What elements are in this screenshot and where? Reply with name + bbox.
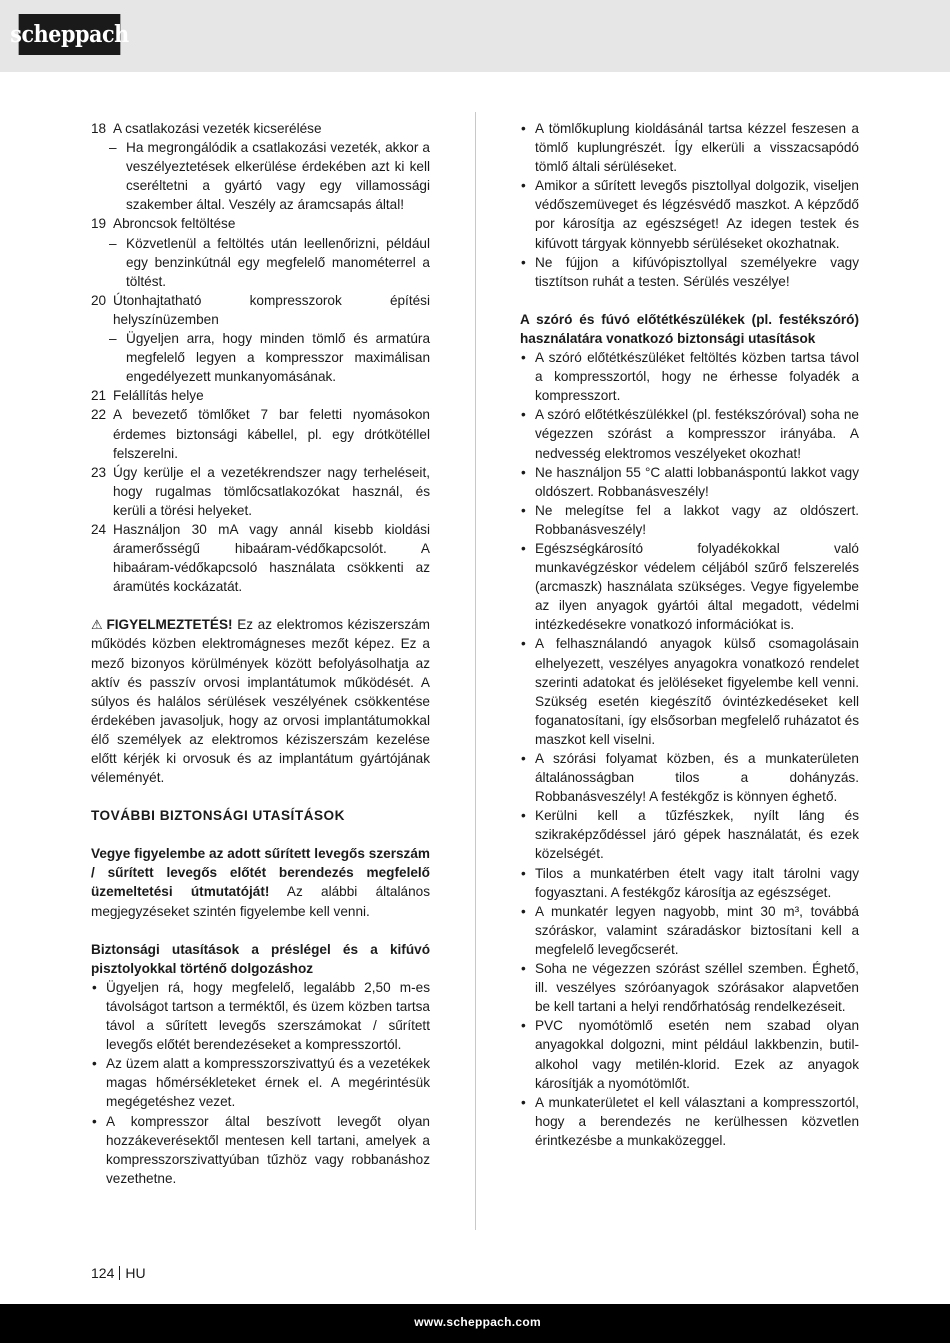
bullet-dot: •: [92, 979, 97, 995]
bullet-text: A munkatér legyen nagyobb, mint 30 m³, továbbá szóráskor, valamint száradáskor biztosítani kell a megfelelő levegőcserét.: [535, 903, 859, 957]
bullet-text: Az üzem alatt a kompresszorszivattyú és a vezetékek magas hőmérsékleteket érnek el. A megérintésük megégetéshez vezet.: [106, 1056, 430, 1110]
bullet-dot: •: [521, 350, 526, 366]
bullet-dot: •: [521, 254, 526, 270]
item-text: Felállítás helye: [113, 388, 204, 404]
numbered-item: [91, 119, 430, 138]
numbered-list: [91, 119, 430, 596]
numbered-item: [91, 214, 430, 233]
bullet-list-top: [520, 119, 859, 291]
footer-url: www.scheppach.com: [414, 1315, 541, 1329]
brand-logo: scheppach: [19, 14, 121, 55]
bullet-text: A szóró előtétkészüléket feltöltés közben tartsa távol a kompresszortól, hogy ne érhesse folyadék a kompresszort.: [535, 350, 859, 404]
bullet-item: [520, 1016, 859, 1092]
bullet-item: [520, 1093, 859, 1150]
bullet-item: [520, 348, 859, 405]
intro-rest: Az alábbi általános megjegyzéseket szintén figyelembe kell venni.: [91, 884, 430, 919]
bullet-text: A munkaterületet el kell választani a kompresszortól, hogy a berendezés ne kerülhessen közvetlen érintkezésbe a munkaközeggel.: [535, 1094, 859, 1148]
bullet-list: [91, 978, 430, 1188]
bullet-dot: •: [521, 178, 526, 194]
bullet-dot: •: [521, 808, 526, 824]
right-column: [520, 119, 859, 1150]
dash-item: [91, 234, 430, 291]
bullet-text: Egészségkárosító folyadékokkal való munkavégzéskor védelem céljából szűrő felszerelés (arcmaszk) használata szükséges. Vegye figyelembe az ilyen anyagok gyártói által megadott, védelmi intézkedésekre vonatkozó információkat is.: [535, 540, 859, 633]
numbered-item: [91, 386, 430, 405]
bullet-list-spray: [520, 348, 859, 1150]
dash-text: Ügyeljen arra, hogy minden tömlő és armatúra megfelelő legyen a kompresszor maximálisan engedélyezett munkanyomásának.: [126, 331, 430, 385]
bullet-dot: •: [521, 121, 526, 136]
bullet-dot: •: [521, 502, 526, 518]
item-text: Abroncsok feltöltése: [113, 216, 236, 232]
dash-item: [91, 138, 430, 214]
bullet-item: [91, 978, 430, 1054]
bullet-dot: •: [521, 1094, 526, 1110]
warning-text: Ez az elektromos kéziszerszám működés közben elektromágneses mezőt képez. Ez a mező bizonyos körülmények között befolyásolhatja az aktív és passzív orvosi implantátumok működését. A súlyos és halálos sérülések veszélyének csökkentése érdekében javasoljuk, hogy az orvosi implantátumokkal élő személyek az elektromos kéziszerszám kezelése előtt kérjék ki orvosuk és az implantátum gyártójának véleményét.: [91, 617, 430, 786]
bullet-item: [520, 253, 859, 291]
bullet-text: PVC nyomótömlő esetén nem szabad olyan anyagokkal dolgozni, mint például lakkbenzin, butil-alkohol vagy metilén-klorid. Ezek az anyagok károsítják a nyomótömlőt.: [535, 1018, 859, 1091]
warning-paragraph: [91, 615, 430, 787]
item-text: Úgy kerülje el a vezetékrendszer nagy terheléseit, hogy rugalmas tömlőcsatlakozókat használ, és kerüli a törési helyeket.: [113, 464, 430, 518]
bullet-dot: •: [92, 1056, 97, 1072]
bullet-item: [520, 405, 859, 462]
dash-text: Közvetlenül a feltöltés után leellenőrizni, például egy benzinkútnál egy megfelelő manométerrel a töltést.: [126, 235, 430, 289]
bullet-text: Amikor a sűrített levegős pisztollyal dolgozik, viseljen védőszemüveget és légzésvédő maszkot. A képződő por károsítja az egészséget! Az idegen testek és kifúvott tárgyak könnyebb sérüléseket okozhatnak.: [535, 178, 859, 251]
bullet-item: [520, 539, 859, 634]
bullet-item: [520, 959, 859, 1016]
bullet-text: A felhasználandó anyagok külső csomagolásain elhelyezett, veszélyes anyagokra vonatkozó rendelet szerinti adatokat és jelöléseket figyelembe kell venni. Szükség esetén kiegészítő óvintézkedéseket kell foganatosítani, így elsősorban megfelelő ruházatot és maszkot kell viselni.: [535, 636, 859, 747]
dash-marker: –: [109, 331, 117, 347]
item-number: 21: [91, 388, 107, 404]
subheading-spray: A szóró és fúvó előtétkészülékek (pl. festékszóró) használatára vonatkozó biztonsági utasítások: [520, 311, 859, 346]
dash-text: Ha megrongálódik a csatlakozási vezeték, akkor a veszélyeztetések elkerülése érdekében azt ki kell cseréltetni a gyártó vagy egy villamossági szakember által. Veszély az áramcsapás által!: [126, 140, 430, 213]
bullet-text: A tömlőkuplung kioldásánál tartsa kézzel feszesen a tömlő kuplungrészét. Így elkerüli a visszacsapódó tömlő általi sérüléseket.: [535, 121, 859, 175]
bullet-text: Ne fújjon a kifúvópisztollyal személyekre vagy tisztítson ruhát a testen. Sérülés veszélye!: [535, 254, 859, 289]
dash-item: [91, 329, 430, 386]
bullet-text: A szóró előtétkészülékkel (pl. festékszóróval) soha ne végezzen szórást a kompresszor irányába. A nedvesség elektromos veszélyeket okozhat!: [535, 407, 859, 461]
bullet-item: [91, 1054, 430, 1111]
bullet-text: Soha ne végezzen szórást széllel szemben. Éghető, ill. veszélyes szóróanyagok szórásakor alapvetően be kell tartani a helyi rendőrhatóság rendelkezéseit.: [535, 961, 859, 1015]
item-number: 18: [91, 121, 107, 136]
bullet-dot: •: [521, 1018, 526, 1034]
dash-marker: –: [109, 235, 117, 251]
bullet-item: [520, 864, 859, 902]
bullet-item: [520, 119, 859, 176]
bullet-dot: •: [521, 903, 526, 919]
bullet-item: [520, 806, 859, 863]
intro-paragraph: [91, 844, 430, 920]
bullet-item: [520, 176, 859, 252]
header-band: [0, 0, 950, 72]
bullet-item: [520, 501, 859, 539]
bullet-text: A kompresszor által beszívott levegőt olyan hozzákeverésektől mentesen kell tartani, amelyek a kompresszorszivattyúban tűzhöz vagy robbanáshoz vezethetne.: [106, 1113, 430, 1186]
item-text: A bevezető tömlőket 7 bar feletti nyomásokon érdemes biztonsági kábellel, pl. egy drótkötéllel felszerelni.: [113, 407, 430, 461]
item-number: 19: [91, 216, 107, 232]
numbered-item: [91, 520, 430, 596]
intro-bold: Vegye figyelembe az adott sűrített levegős szerszám / sűrített levegős előtét berendezés megfelelő üzemeltetési útmutatóját!: [91, 846, 430, 900]
item-text: A csatlakozási vezeték kicserélése: [113, 121, 322, 136]
bullet-text: Ne melegítse fel a lakkot vagy az oldószert. Robbanásveszély!: [535, 502, 859, 537]
numbered-item: [91, 463, 430, 520]
bullet-item: [520, 634, 859, 749]
language-code: HU: [125, 1265, 146, 1281]
bullet-dot: •: [521, 751, 526, 766]
bullet-text: Ne használjon 55 °C alatti lobbanáspontú lakkot vagy oldószert. Robbanásveszély!: [535, 464, 859, 499]
numbered-item: [91, 405, 430, 462]
section-title: TOVÁBBI BIZTONSÁGI UTASÍTÁSOK: [91, 808, 345, 824]
item-number: 24: [91, 521, 107, 537]
item-number: 23: [91, 464, 107, 480]
bullet-item: [520, 749, 859, 806]
bullet-item: [520, 463, 859, 501]
dash-marker: –: [109, 140, 117, 156]
page-number-block: [91, 1265, 146, 1281]
bullet-dot: •: [521, 961, 526, 977]
bullet-item: [91, 1112, 430, 1188]
bullet-text: Tilos a munkatérben ételt vagy italt tárolni vagy fogyasztani. A festékgőz károsítja az egészséget.: [535, 865, 859, 900]
bullet-text: Ügyeljen rá, hogy megfelelő, legalább 2,50 m-es távolságot tartson a terméktől, és üzem közben tartsa távol a sűrített levegős szerszámokat / sűrített levegős előtét berendezéseket a kompresszortól.: [106, 979, 430, 1053]
subheading-compressed-air: Biztonsági utasítások a préslégel és a kifúvó pisztolyokkal történő dolgozáshoz: [91, 941, 430, 976]
item-number: 22: [91, 407, 107, 423]
column-divider: [475, 112, 476, 1230]
bullet-text: Kerülni kell a tűzfészkek, nyílt láng és szikraképződéssel járó gépek használatát, és ezek közelségét.: [535, 808, 859, 862]
numbered-item: [91, 291, 430, 329]
warning-triangle-icon: ⚠: [91, 617, 104, 633]
bullet-dot: •: [521, 407, 526, 423]
bullet-dot: •: [92, 1113, 97, 1129]
item-text: Útonhajtatható kompresszorok építési helyszínüzemben: [113, 292, 430, 327]
bullet-dot: •: [521, 540, 526, 556]
left-column: [91, 119, 430, 1188]
item-number: 20: [91, 292, 107, 308]
bullet-dot: •: [521, 464, 526, 480]
warning-label: FIGYELMEZTETÉS!: [106, 617, 233, 633]
bullet-text: A szórási folyamat közben, és a munkaterületen általánosságban tilos a dohányzás. Robbanásveszély! A festékgőz is könnyen éghető.: [535, 751, 859, 805]
bullet-dot: •: [521, 636, 526, 652]
page-number: 124: [91, 1265, 115, 1281]
bullet-item: [520, 902, 859, 959]
bullet-dot: •: [521, 865, 526, 881]
item-text: Használjon 30 mA vagy annál kisebb kioldási áramerősségű hibaáram-védőkapcsolót. A hibaáram-védőkapcsoló használata csökkenti az áramütés kockázatát.: [113, 521, 430, 595]
separator: [119, 1266, 120, 1280]
